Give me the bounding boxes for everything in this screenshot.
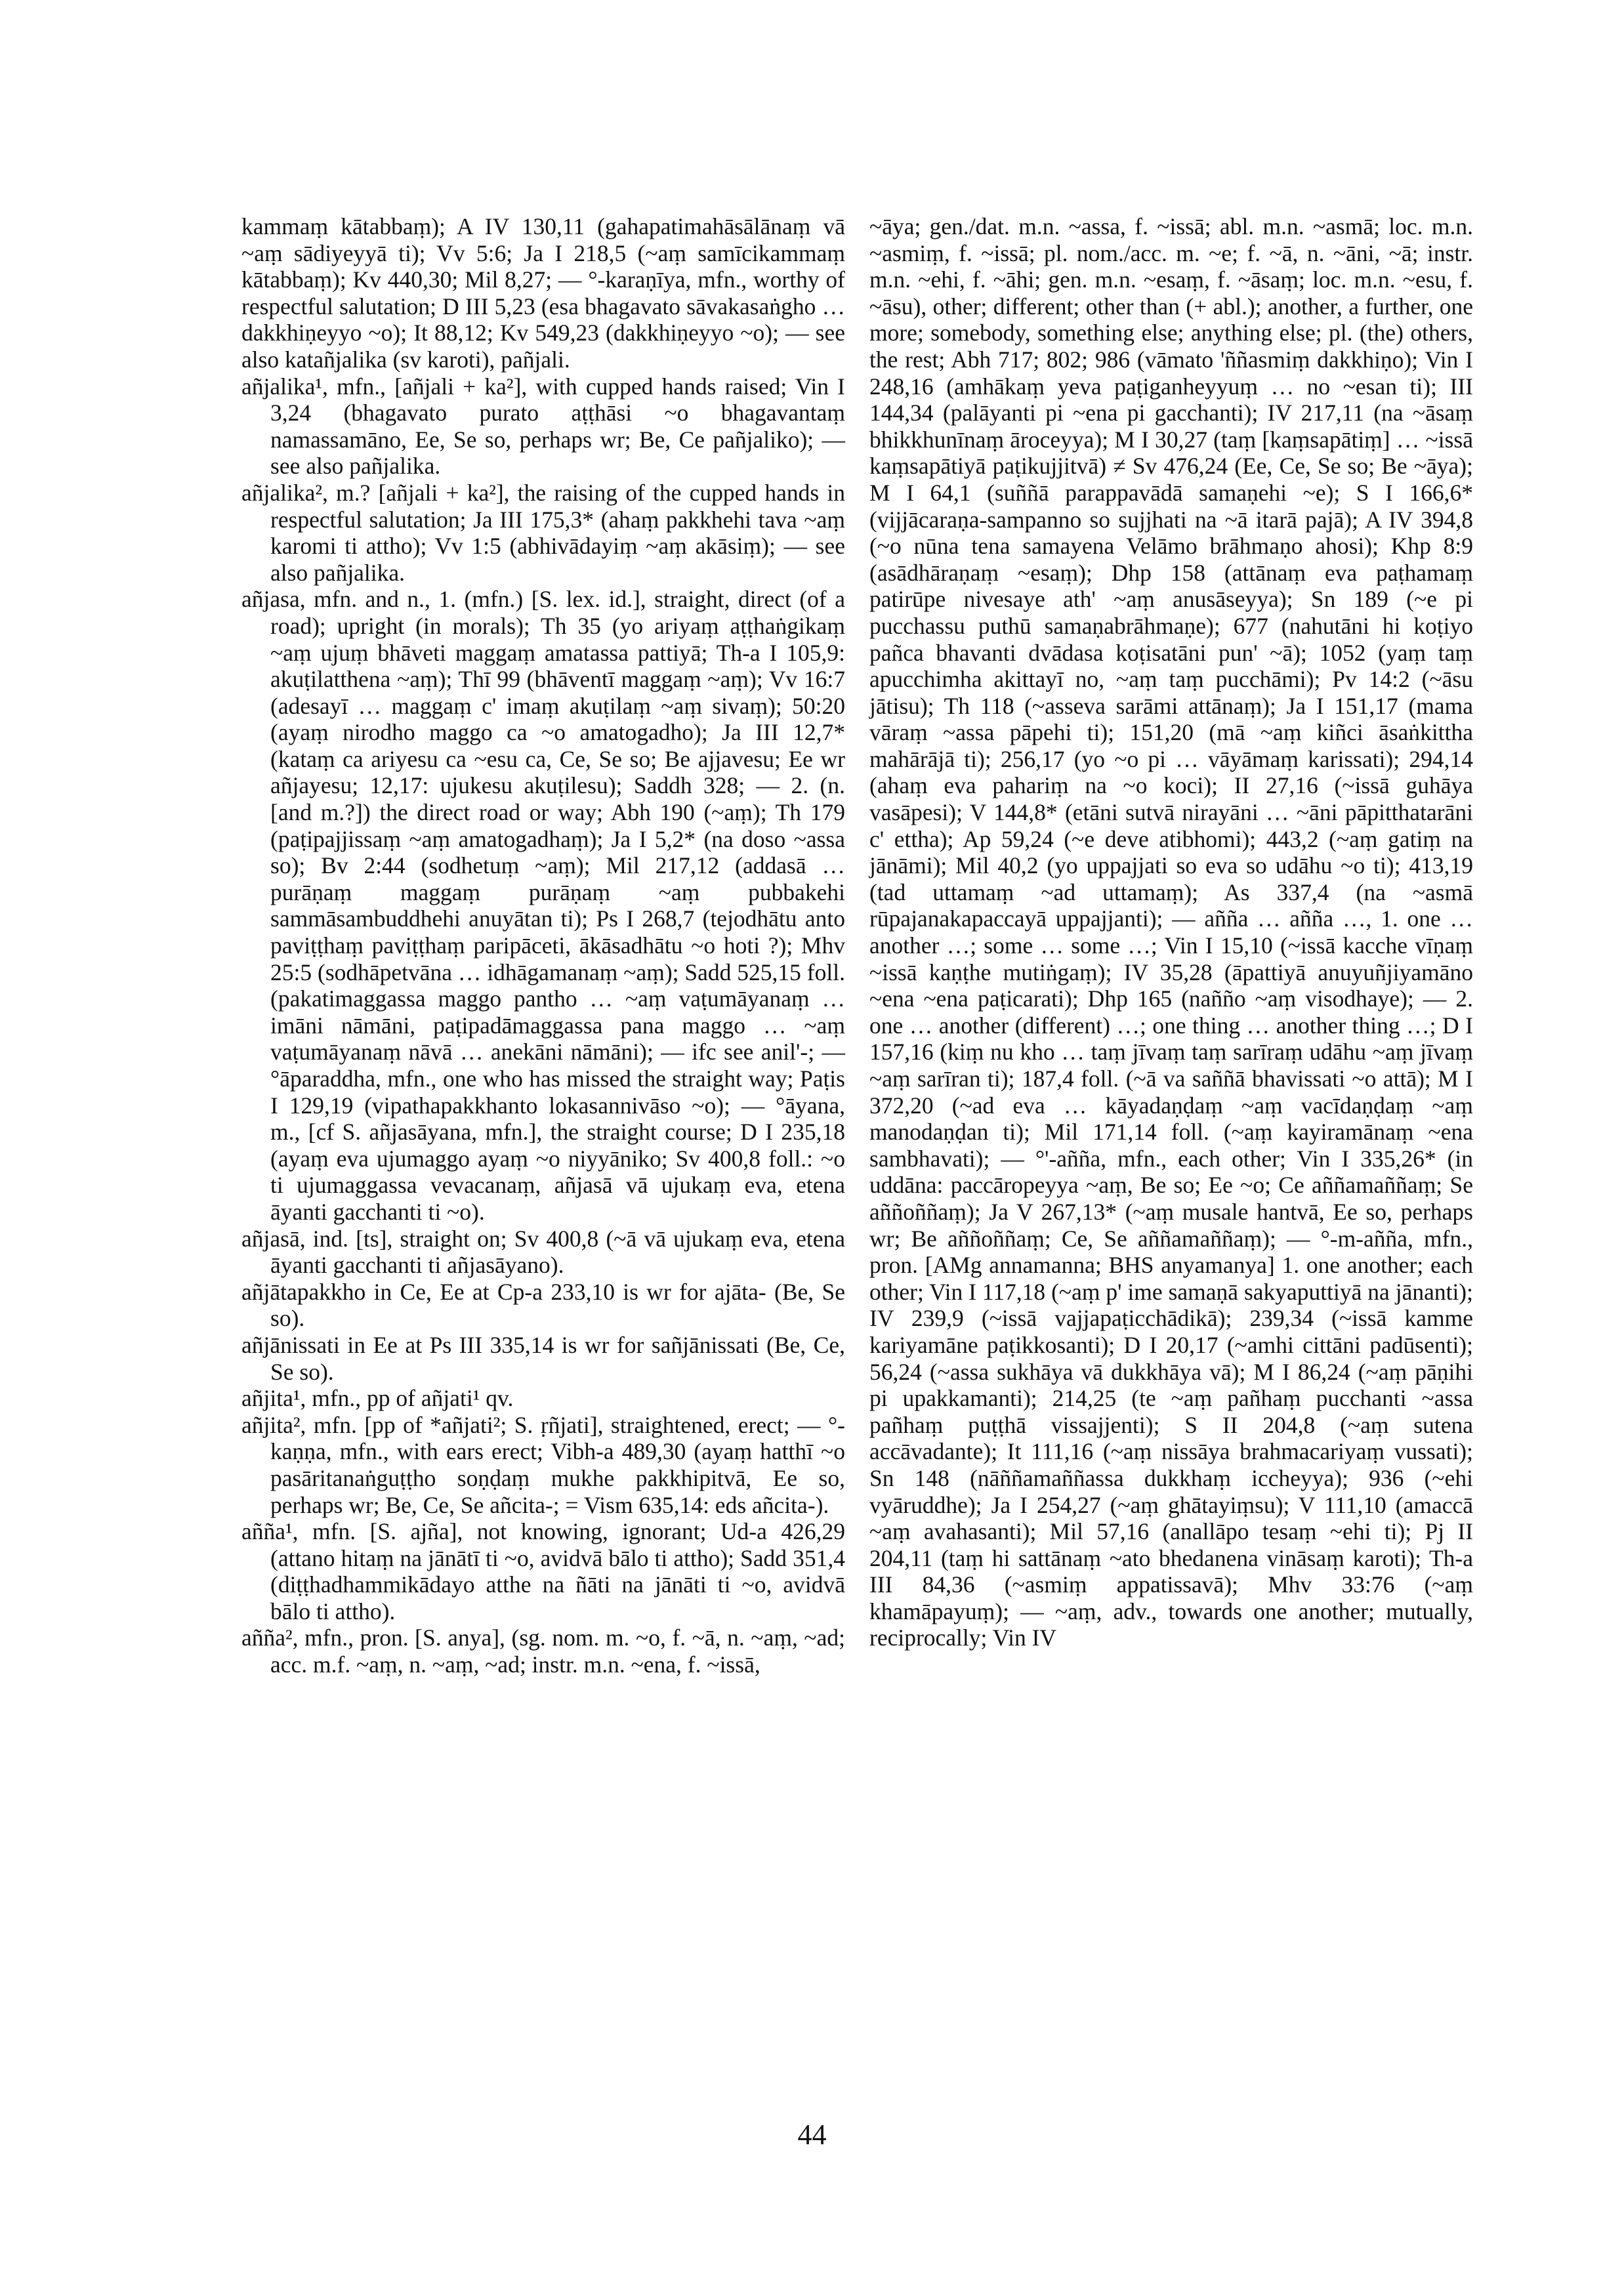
page-number: 44 <box>797 2119 827 2151</box>
dictionary-entry: añña¹, mfn. [S. ajña], not knowing, ignorant; Ud-a 426,29 (attano hitaṃ na jānātī ti ~o, avidvā bālo ti attho); Sadd 351,4 (diṭṭhadhammikādayo atthe na ñāti na jānāti ti ~o, avidvā bālo ti attho). <box>241 1518 845 1624</box>
dictionary-entry-continuation: kammaṃ kātabbaṃ); A IV 130,11 (gahapatimahāsālānaṃ vā ~aṃ sādiyeyyā ti); Vv 5:6; Ja I 218,5 (~aṃ samīcikammaṃ kātabbaṃ); Kv 440,30; Mil 8,27; — °-karaṇīya, mfn., worthy of respectful salutation; D III 5,23 (esa bhagavato sāvakasaṅgho … dakkhiṇeyyo ~o); It 88,12; Kv 549,23 (dakkhiṇeyyo ~o); — see also katañjalika (sv karoti), pañjali. <box>241 213 845 373</box>
dictionary-entry: añjātapakkho in Ce, Ee at Cp-a 233,10 is wr for ajāta- (Be, Se so). <box>241 1278 845 1332</box>
dictionary-entry: añjalika¹, mfn., [añjali + ka²], with cupped hands raised; Vin I 3,24 (bhagavato purato aṭṭhāsi ~o bhagavantaṃ namassamāno, Ee, Se so, perhaps wr; Be, Ce pañjaliko); — see also pañjalika. <box>241 373 845 480</box>
dictionary-entry: añjasa, mfn. and n., 1. (mfn.) [S. lex. id.], straight, direct (of a road); upright (in morals); Th 35 (yo ariyaṃ aṭṭhaṅgikaṃ ~aṃ ujuṃ bhāveti maggaṃ amatassa pattiyā; Th-a I 105,9: akuṭilatthena ~aṃ); Thī 99 (bhāventī maggaṃ ~aṃ); Vv 16:7 (adesayī … maggaṃ c' imaṃ akuṭilaṃ ~aṃ sivaṃ); 50:20 (ayaṃ nirodho maggo ca ~o amatogadho); Ja III 12,7* (kataṃ ca ariyesu ca ~esu ca, Ce, Se so; Be ajjavesu; Ee wr añjayesu; 12,17: ujukesu akuṭilesu); Saddh 328; — 2. (n. [and m.?]) the direct road or way; Abh 190 (~aṃ); Th 179 (paṭipajjissaṃ ~aṃ amatogadhaṃ); Ja I 5,2* (na doso ~assa so); Bv 2:44 (sodhetuṃ ~aṃ); Mil 217,12 (addasā … purāṇaṃ maggaṃ purāṇaṃ ~aṃ pubbakehi sammāsambuddhehi anuyātan ti); Ps I 268,7 (tejodhātu anto paviṭṭhaṃ paviṭṭhaṃ paripāceti, ākāsadhātu ~o hoti ?); Mhv 25:5 (sodhāpetvāna … idhāgamanaṃ ~aṃ); Sadd 525,15 foll. (pakatimaggassa maggo pantho … ~aṃ vaṭumāyanaṃ … imāni nāmāni, paṭipadāmaggassa pana maggo … ~aṃ vaṭumāyanaṃ nāvā … anekāni nāmāni); — ifc see anil'-; — °āparaddha, mfn., one who has missed the straight way; Paṭis I 129,19 (vipathapakkhanto lokasannivāso ~o); — °āyana, m., [cf S. añjasāyana, mfn.], the straight course; D I 235,18 (ayaṃ eva ujumaggo ayaṃ ~o niyyāniko; Sv 400,8 foll.: ~o ti ujumaggassa vevacanaṃ, añjasā vā ujukaṃ eva, etena āyanti gacchanti ti ~o). <box>241 586 845 1225</box>
dictionary-entry-continuation: ~āya; gen./dat. m.n. ~assa, f. ~issā; abl. m.n. ~asmā; loc. m.n. ~asmiṃ, f. ~issā; pl. nom./acc. m. ~e; f. ~ā, n. ~āni, ~ā; instr. m.n. ~ehi, f. ~āhi; gen. m.n. ~esaṃ, f. ~āsaṃ; loc. m.n. ~esu, f. ~āsu), other; different; other than (+ abl.); another, a further, one more; somebody, something else; anything else; pl. (the) others, the rest; Abh 717; 802; 986 (vāmato 'ññasmiṃ dakkhiṇo); Vin I 248,16 (amhākaṃ yeva paṭiganheyyuṃ … no ~esan ti); III 144,34 (palāyanti pi ~ena pi gacchanti); IV 217,11 (na ~āsaṃ bhikkhunīnaṃ āroceyya); M I 30,27 (taṃ [kaṃsapātiṃ] … ~issā kaṃsapātiyā paṭikujjitvā) ≠ Sv 476,24 (Ee, Ce, Se so; Be ~āya); M I 64,1 (suññā parappavādā samaṇehi ~e); S I 166,6* (vijjācaraṇa-sampanno so sujjhati na ~ā itarā pajā); A IV 394,8 (~o nūna tena samayena Velāmo brāhmaṇo ahosi); Khp 8:9 (asādhāraṇaṃ ~esaṃ); Dhp 158 (attānaṃ eva paṭhamaṃ patirūpe nivesaye ath' ~aṃ anusāseyya); Sn 189 (~e pi pucchassu puthū samaṇabrāhmaṇe); 677 (nahutāni hi koṭiyo pañca bhavanti dvādasa koṭisatāni pun' ~ā); 1052 (yaṃ taṃ apucchimha akittayī no, ~aṃ taṃ pucchāmi); Pv 14:2 (~āsu jātisu); Th 118 (~asseva sarāmi attānaṃ); Ja I 151,17 (mama vāraṃ ~assa pāpehi ti); 151,20 (mā ~aṃ kiñci āsaṅkittha mahārājā ti); 256,17 (yo ~o pi … vāyāmaṃ karissati); 294,14 (ahaṃ eva pahariṃ na ~o koci); II 27,16 (~issā guhāya vasāpesi); V 144,8* (etāni sutvā nirayāni … ~āni pāpitthatarāni c' ettha); Ap 59,24 (~e deve atibhomi); 443,2 (~aṃ gatiṃ na jānāmi); Mil 40,2 (yo uppajjati so eva so udāhu ~o ti); 413,19 (tad uttamaṃ ~ad uttamaṃ); As 337,4 (na ~asmā rūpajanakapaccayā uppajjanti); — añña … añña …, 1. one … another …; some … some …; Vin I 15,10 (~issā kacche vīṇaṃ ~issā kaṇṭhe mutiṅgaṃ); IV 35,28 (āpattiyā anuyuñjiyamāno ~ena ~ena paṭicarati); Dhp 165 (nañño ~aṃ visodhaye); — 2. one … another (different) …; one thing … another thing …; D I 157,16 (kiṃ nu kho … taṃ jīvaṃ taṃ sarīraṃ udāhu ~aṃ jīvaṃ ~aṃ sarīran ti); 187,4 foll. (~ā va saññā bhavissati ~o attā); M I 372,20 (~ad eva … kāyadaṇḍaṃ ~aṃ vacīdaṇḍaṃ ~aṃ manodaṇḍan ti); Mil 171,14 foll. (~aṃ kayiramānaṃ ~ena sambhavati); — °'-añña, mfn., each other; Vin I 335,26* (in uddāna: paccāropeyya ~aṃ, Be so; Ee ~o; Ce aññamaññaṃ; Se aññoññaṃ); Ja V 267,13* (~aṃ musale hantvā, Ee so, perhaps wr; Be aññoññaṃ; Ce, Se aññamaññaṃ); — °-m-añña, mfn., pron. [AMg annamanna; BHS anyamanya] 1. one another; each other; Vin I 117,18 (~aṃ p' ime samaṇā sakyaputtiyā na jānanti); IV 239,9 (~issā vajjapaṭicchādikā); 239,34 (~issā kamme kariyamāne paṭikkosanti); D I 20,17 (~amhi cittāni padūsenti); 56,24 (~assa sukhāya vā dukkhāya vā); M I 86,24 (~aṃ pāṇihi pi upakkamanti); 214,25 (te ~aṃ pañhaṃ pucchanti ~assa pañhaṃ puṭṭhā vissajjenti); S II 204,8 (~aṃ sutena accāvadante); It 111,16 (~aṃ nissāya brahmacariyaṃ vussati); Sn 148 (nāññamaññassa dukkhaṃ iccheyya); 936 (~ehi vyāruddhe); Ja I 254,27 (~aṃ ghātayiṃsu); V 111,10 (amaccā ~aṃ avahasanti); Mil 57,16 (anallāpo tesaṃ ~ehi ti); Pj II 204,11 (taṃ hi sattānaṃ ~ato bhedanena vināsaṃ karoti); Th-a III 84,36 (~asmiṃ appatissavā); Mhv 33:76 (~aṃ khamāpayuṃ); — ~aṃ, adv., towards one another; mutually, reciprocally; Vin IV <box>869 213 1473 1651</box>
dictionary-entry: añjasā, ind. [ts], straight on; Sv 400,8 (~ā vā ujukaṃ eva, etena āyanti gacchanti ti añjasāyano). <box>241 1225 845 1279</box>
right-column <box>869 213 1473 1651</box>
dictionary-entry: añjānissati in Ee at Ps III 335,14 is wr for sañjānissati (Be, Ce, Se so). <box>241 1331 845 1385</box>
left-column <box>241 213 845 1678</box>
dictionary-entry: añjita², mfn. [pp of *añjati²; S. ṛñjati], straightened, erect; — °-kaṇṇa, mfn., with ears erect; Vibh-a 489,30 (ayaṃ hatthī ~o pasāritanaṅguṭṭho soṇḍaṃ mukhe pakkhipitvā, Ee so, perhaps wr; Be, Ce, Se añcita-; = Vism 635,14: eds añcita-). <box>241 1411 845 1518</box>
dictionary-entry: añña², mfn., pron. [S. anya], (sg. nom. m. ~o, f. ~ā, n. ~aṃ, ~ad; acc. m.f. ~aṃ, n. ~aṃ, ~ad; instr. m.n. ~ena, f. ~issā, <box>241 1624 845 1678</box>
dictionary-entry: añjita¹, mfn., pp of añjati¹ qv. <box>241 1385 514 1412</box>
dictionary-entry: añjalika², m.? [añjali + ka²], the raising of the cupped hands in respectful salutation; Ja III 175,3* (ahaṃ pakkhehi tava ~aṃ karomi ti attho); Vv 1:5 (abhivādayiṃ ~aṃ akāsiṃ); — see also pañjalika. <box>241 479 845 586</box>
